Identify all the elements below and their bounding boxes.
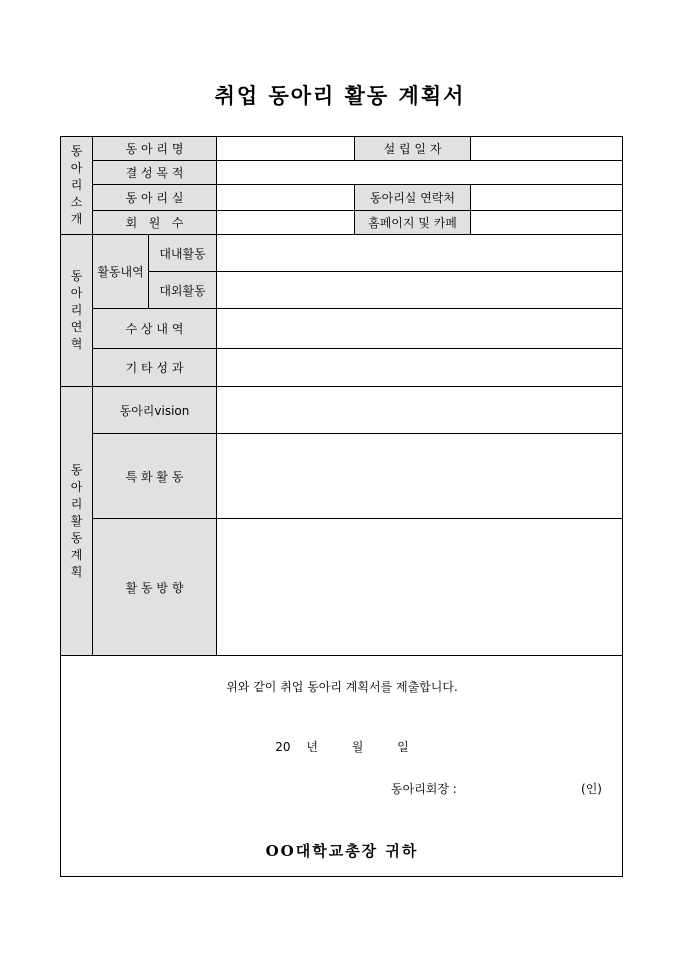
date-year[interactable]: 20 — [275, 740, 291, 754]
field-awards[interactable] — [217, 309, 623, 349]
label-purpose: 결 성 목 적 — [93, 161, 217, 185]
label-club-room: 동 아 리 실 — [93, 185, 217, 211]
signer-label: 동아리회장 : — [391, 782, 457, 796]
field-other-achievements[interactable] — [217, 349, 623, 387]
document-title: 취업 동아리 활동 계획서 — [214, 83, 466, 108]
label-activity-direction: 활 동 방 향 — [93, 519, 217, 656]
field-room-contact[interactable] — [471, 185, 623, 211]
label-other-achievements: 기 타 성 과 — [93, 349, 217, 387]
section-label-intro: 동 아 리 소 개 — [61, 137, 93, 235]
field-members[interactable] — [217, 211, 355, 235]
date-day-unit: 일 — [397, 740, 409, 754]
label-awards: 수 상 내 역 — [93, 309, 217, 349]
date-year-unit: 년 — [306, 740, 318, 754]
label-activities: 활동내역 — [93, 235, 149, 309]
field-homepage[interactable] — [471, 211, 623, 235]
label-external-activities: 대외활동 — [149, 272, 217, 309]
submission-date — [61, 738, 623, 755]
section-label-plan: 동 아 리 활 동 계 획 — [61, 387, 93, 656]
field-external-activities[interactable] — [217, 272, 623, 309]
field-activity-direction[interactable] — [217, 519, 623, 656]
field-club-name[interactable] — [217, 137, 355, 161]
field-special-activities[interactable] — [217, 434, 623, 519]
field-purpose[interactable] — [217, 161, 623, 185]
label-internal-activities: 대내활동 — [149, 235, 217, 272]
date-month-unit: 월 — [351, 740, 364, 754]
plan-form-table — [60, 136, 623, 877]
field-internal-activities[interactable] — [217, 235, 623, 272]
field-club-room[interactable] — [217, 185, 355, 211]
label-members: 회 원 수 — [93, 211, 217, 235]
label-club-name: 동 아 리 명 — [93, 137, 217, 161]
submission-statement: 위와 같이 취업 동아리 계획서를 제출합니다. — [226, 680, 458, 694]
field-vision[interactable] — [217, 387, 623, 434]
section-label-history: 동 아 리 연 혁 — [61, 235, 93, 387]
recipient-line: OO대학교총장 귀하 — [265, 842, 419, 860]
seal-mark: (인) — [581, 782, 602, 796]
field-founding-date[interactable] — [471, 137, 623, 161]
label-special-activities: 특 화 활 동 — [93, 434, 217, 519]
label-vision: 동아리vision — [93, 387, 217, 434]
label-room-contact: 동아리실 연락처 — [355, 185, 471, 211]
label-homepage: 홈페이지 및 카페 — [355, 211, 471, 235]
label-founding-date: 설 립 일 자 — [355, 137, 471, 161]
submission-area — [61, 656, 623, 877]
